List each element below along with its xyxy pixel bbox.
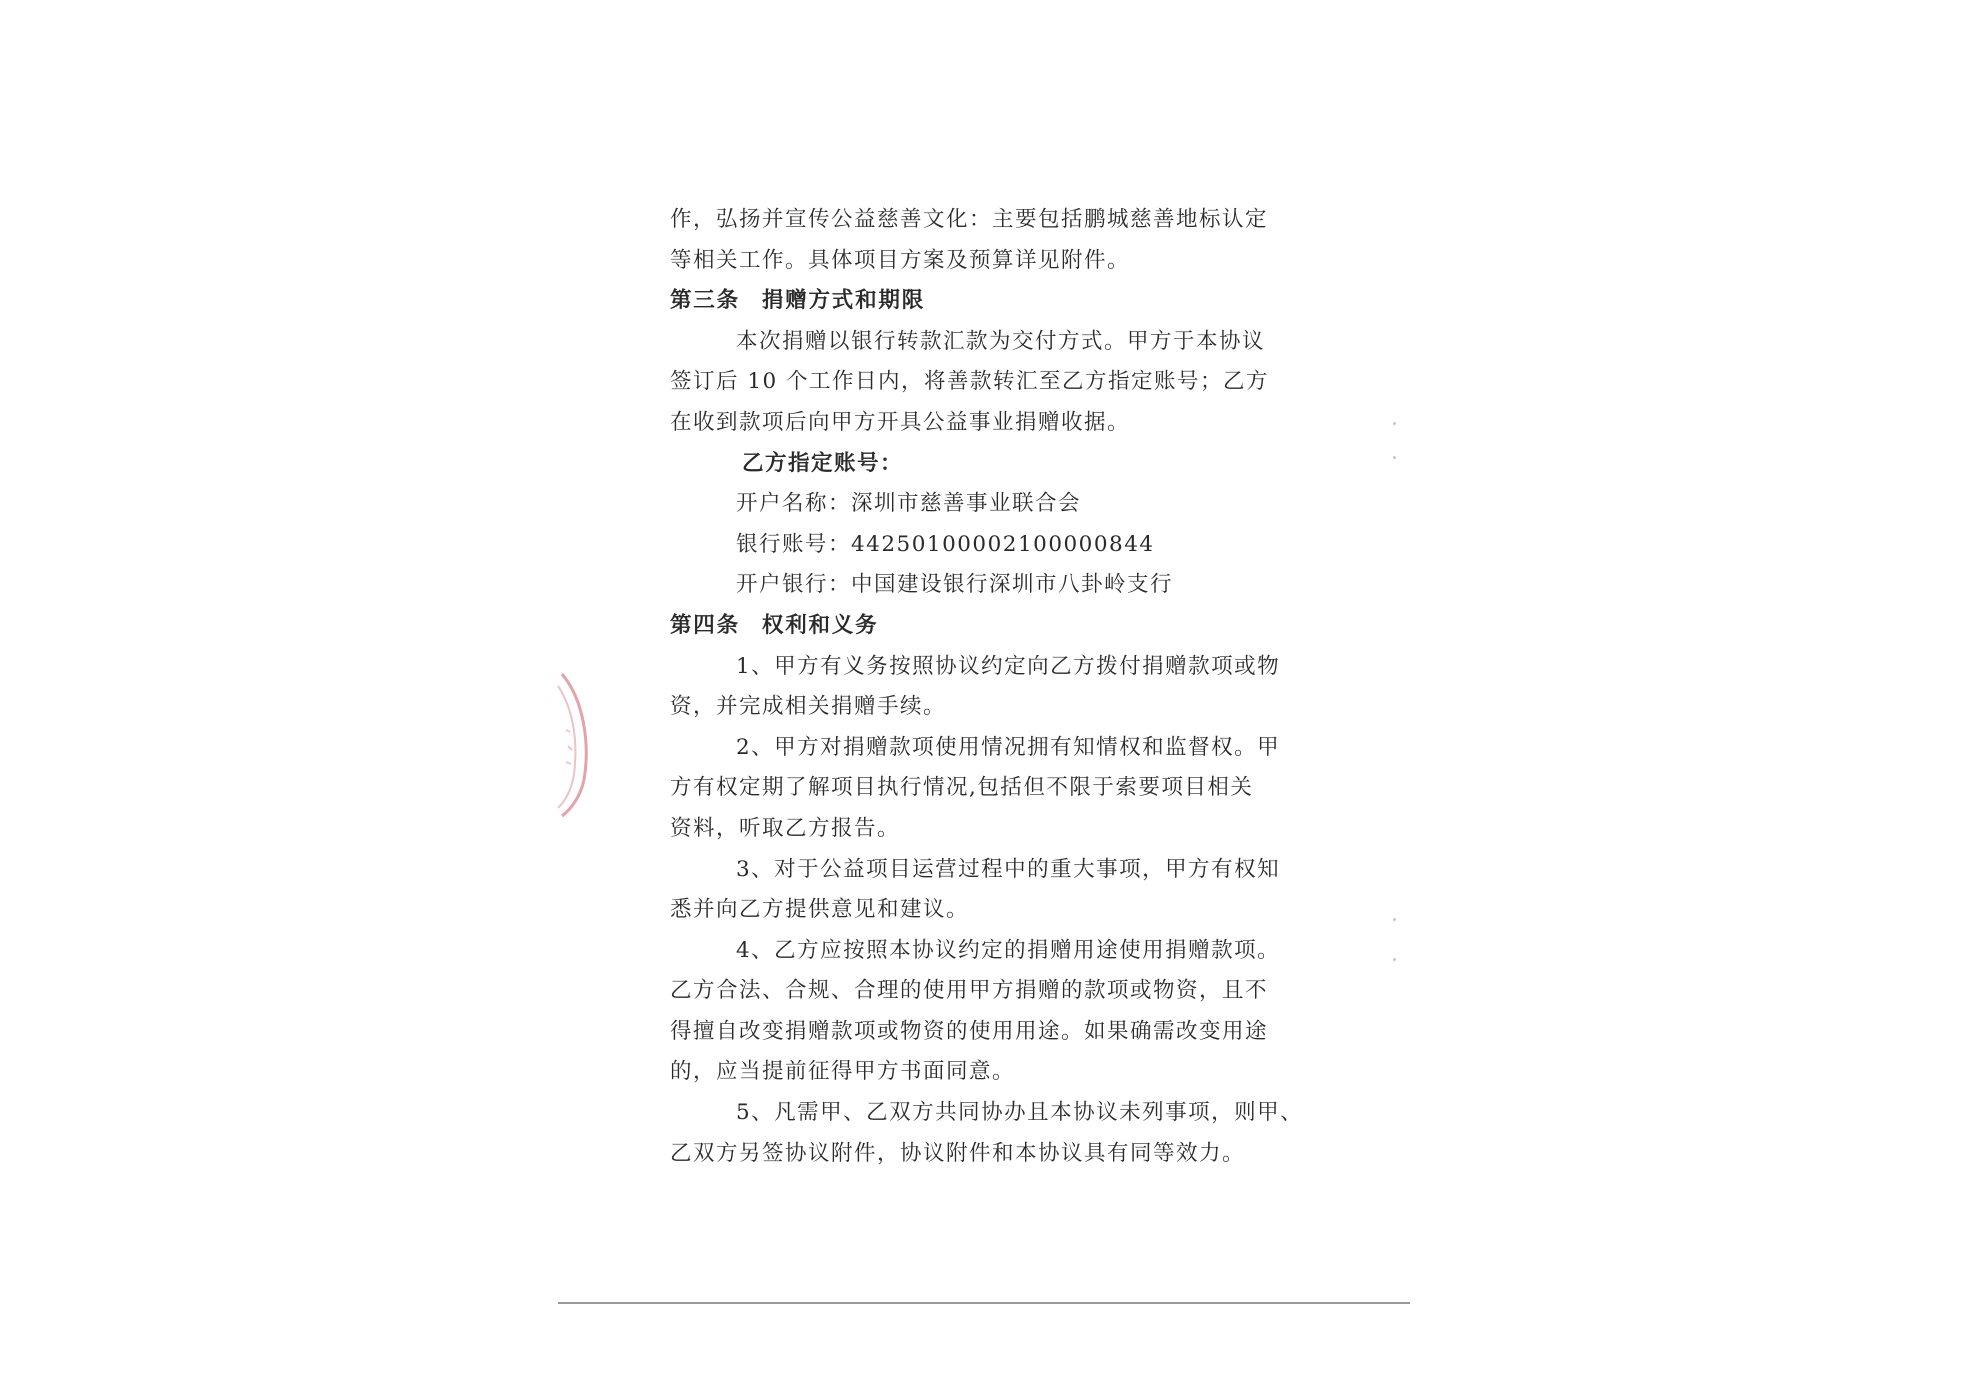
account-subheading: 乙方指定账号：: [742, 450, 904, 476]
body-line: 乙方合法、合规、合理的使用甲方捐赠的款项或物资，且不: [670, 978, 1269, 1004]
seal-stamp-fragment: [556, 670, 592, 818]
body-line: 本次捐赠以银行转款汇款为交付方式。甲方于本协议: [736, 328, 1266, 354]
body-line: 资料，听取乙方报告。: [670, 815, 901, 841]
clause-5-line: 5、凡需甲、乙双方共同协办且本协议未列事项，则甲、: [736, 1100, 1304, 1126]
body-line: 得擅自改变捐赠款项或物资的使用用途。如果确需改变用途: [670, 1018, 1269, 1044]
body-line: 作，弘扬并宣传公益慈善文化：主要包括鹏城慈善地标认定: [670, 207, 1269, 232]
body-line: 等相关工作。具体项目方案及预算详见附件。: [670, 247, 1131, 273]
scan-speck: [1393, 422, 1396, 425]
article-4-heading: [670, 606, 1280, 647]
article-number: 第四条: [670, 612, 740, 638]
body-line: 悉并向乙方提供意见和建议。: [670, 897, 970, 923]
body-line: 乙双方另签协议附件，协议附件和本协议具有同等效力。: [670, 1140, 1246, 1166]
footer-divider: [558, 1302, 1410, 1304]
scan-speck: [1393, 456, 1396, 459]
body-line: 在收到款项后向甲方开具公益事业捐赠收据。: [670, 409, 1131, 435]
article-title: 权利和义务: [761, 612, 879, 638]
article-number: 第三条: [670, 288, 740, 314]
scan-speck: [1393, 918, 1396, 921]
clause-4-line: 4、乙方应按照本协议约定的捐赠用途使用捐赠款项。: [736, 937, 1281, 963]
body-line: 方有权定期了解项目执行情况,包括但不限于索要项目相关: [670, 775, 1254, 801]
account-bank-line: 开户银行：中国建设银行深圳市八卦岭支行: [736, 572, 1174, 598]
body-line: 资，并完成相关捐赠手续。: [670, 694, 947, 720]
clause-2-line: 2、甲方对捐赠款项使用情况拥有知情权和监督权。甲: [736, 734, 1281, 760]
scan-speck: [1393, 958, 1396, 961]
body-line: 签订后 10 个工作日内，将善款转汇至乙方指定账号；乙方: [670, 369, 1270, 395]
article-title: 捐赠方式和期限: [761, 288, 926, 314]
document-body: [670, 200, 1304, 1174]
clause-1-line: 1、甲方有义务按照协议约定向乙方拨付捐赠款项或物: [736, 653, 1281, 679]
clause-3-line: 3、对于公益项目运营过程中的重大事项，甲方有权知: [736, 856, 1281, 882]
body-line: 的，应当提前征得甲方书面同意。: [670, 1059, 1016, 1085]
account-name-line: 开户名称：深圳市慈善事业联合会: [736, 491, 1082, 517]
article-3-heading: [670, 281, 1280, 322]
account-number-line: 银行账号：44250100002100000844: [736, 531, 1155, 557]
